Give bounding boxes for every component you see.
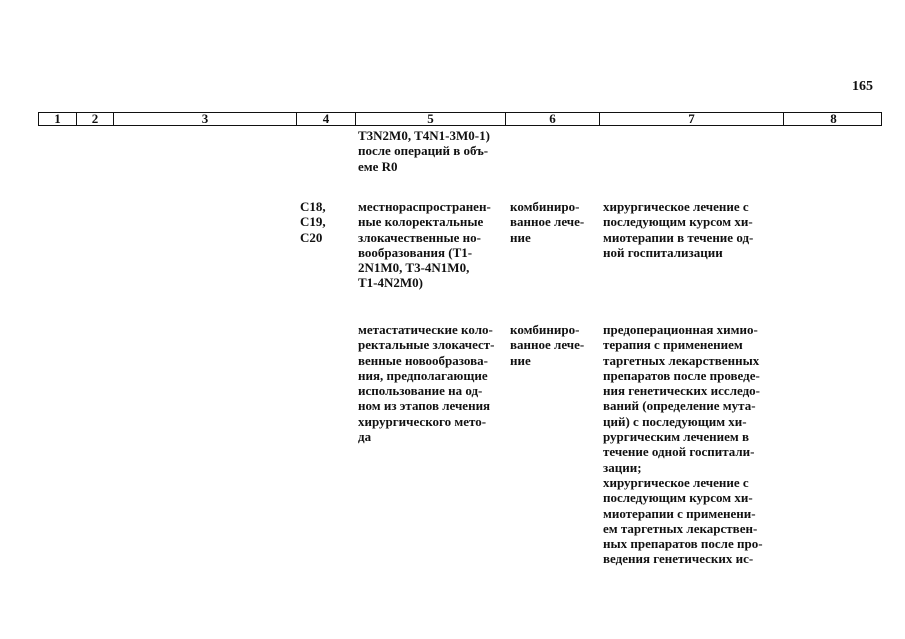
row1-treatment-method-cell: хирургическое лечение с последующим курсом хи- миотерапии в течение од- ной госпитализации	[603, 199, 754, 260]
row1-treatment-type-cell: комбиниро- ванное лече- ние	[510, 199, 585, 245]
row2-diagnosis-cell: метастатические коло- ректальные злокачест- венные новообразова- ния, предполагающие использование на од- ном из этапов лечения хирургического мето- да	[358, 322, 495, 445]
table-header-row	[38, 112, 882, 126]
header-col-1: 1	[54, 111, 61, 126]
header-col-4: 4	[296, 113, 355, 125]
header-col-5: 5	[355, 113, 505, 125]
row2-treatment-type-cell: комбиниро- ванное лече- ние	[510, 322, 585, 368]
page-number: 165	[852, 79, 873, 94]
header-col-8: 8	[783, 113, 883, 125]
continuation-diagnosis-cell: T3N2M0, T4N1-3M0-1) после операций в объ- еме R0	[358, 128, 490, 174]
row1-diagnosis-cell: местнораспространен- ные колоректальные злокачественные но- вообразования (Т1- 2N1M0, T3-4N1M0, T1-4N2M0)	[358, 199, 491, 291]
row1-icd-code-cell: C18, C19, C20	[300, 199, 326, 245]
header-col-3: 3	[113, 113, 296, 125]
header-col-2: 2	[76, 113, 113, 125]
header-col-7: 7	[599, 113, 783, 125]
header-col-6: 6	[505, 113, 599, 125]
row2-treatment-method-cell: предоперационная химио- терапия с применением таргетных лекарственных препаратов после проведе- ния генетических исследо- ваний (определение мута- ций) с последующим хи- рургическим лечением в течение одной госпитали- зации; хирургическое лечение с последующим курсом хи- миотерапии с применени- ем таргетных лекарствен- ных препаратов после про- ведения генетических ис-	[603, 322, 763, 567]
